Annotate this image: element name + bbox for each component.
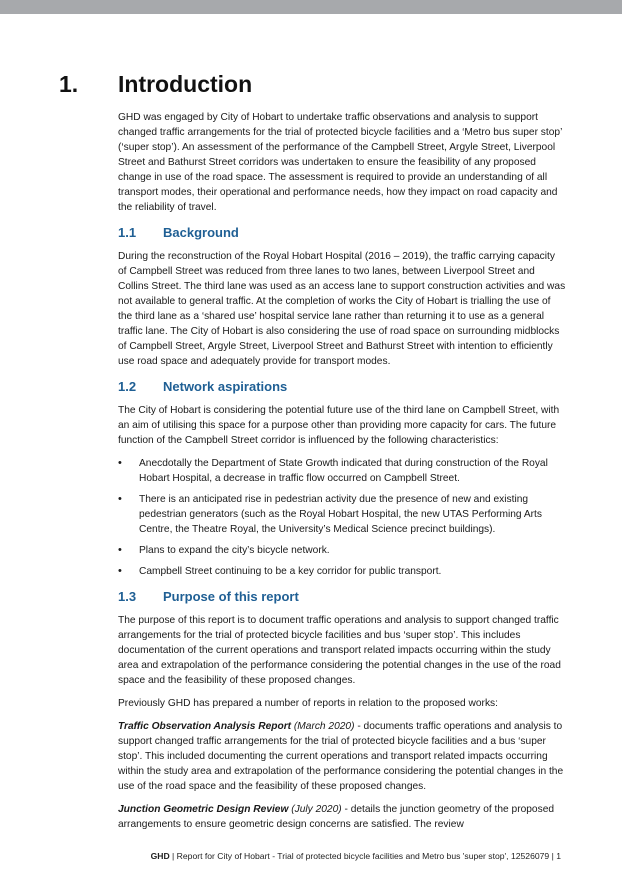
report-date: (March 2020) bbox=[293, 721, 355, 732]
page-footer bbox=[151, 851, 561, 861]
section-heading-background bbox=[118, 225, 566, 241]
previous-reports-intro: Previously GHD has prepared a number of reports in relation to the proposed works: bbox=[118, 698, 498, 709]
list-item: • Anecdotally the Department of State Growth indicated that during construction of the Royal Hobart Hospital, a decrease in traffic flow occurred on Campbell Street. bbox=[118, 456, 566, 486]
chapter-number: 1. bbox=[59, 71, 79, 97]
background-paragraph: During the reconstruction of the Royal Hobart Hospital (2016 – 2019), the traffic carrying capacity of Campbell Street was reduced from three lanes to two lanes, between Liverpool Street and Collins Street. The third lane was used as an access lane to support construction activities and was not available to general traffic. At the completion of works the City of Hobart is trialling the use of the third lane as a ‘shared use’ hospital service lane rather than returning it to use as a general traffic lane. The City of Hobart is also considering the use of road space on surrounding midblocks of Campbell Street, Argyle Street, Liverpool Street and Bathurst Street with intention to efficiently use road space and adequately provide for transport modes. bbox=[118, 251, 566, 367]
list-item: • Campbell Street continuing to be a key corridor for public transport. bbox=[118, 564, 566, 579]
footer-brand: GHD bbox=[150, 851, 170, 861]
report-title: Traffic Observation Analysis Report bbox=[118, 721, 292, 732]
network-paragraph: The City of Hobart is considering the potential future use of the third lane on Campbell Street, with an aim of utilising this space for a purpose other than providing more capacity for cars. The future function of the Campbell Street corridor is influenced by the following characteristics: bbox=[118, 405, 560, 446]
section-number: 1.1 bbox=[118, 225, 137, 240]
section-title: Network aspirations bbox=[163, 379, 288, 394]
chapter-title: Introduction bbox=[118, 71, 253, 97]
section-heading-purpose bbox=[118, 589, 566, 605]
footer-text: | Report for City of Hobart - Trial of protected bicycle facilities and Metro bus 'super stop', 12526079 | 1 bbox=[169, 851, 561, 861]
purpose-paragraph: The purpose of this report is to document traffic operations and analysis to support changed traffic arrangements for the trial of protected bicycle facilities and bus ‘super stop’. This includes documentation of the current operations and transport related impacts occurring within the study area and extrapolation of the performance considering the potential changes in the use of the road space and the feasibility of these proposed changes. bbox=[118, 615, 561, 686]
report-description: - details the junction geometry of the proposed arrangements to ensure geometric design concerns are satisfied. The review bbox=[118, 804, 555, 830]
list-item: • Plans to expand the city’s bicycle network. bbox=[118, 543, 566, 558]
document-body bbox=[118, 110, 566, 840]
section-heading-network-aspirations bbox=[118, 379, 566, 395]
characteristics-list bbox=[118, 456, 566, 579]
section-title: Purpose of this report bbox=[163, 589, 299, 604]
report-entry-junction-review bbox=[118, 802, 566, 832]
intro-paragraph: GHD was engaged by City of Hobart to undertake traffic observations and analysis to support changed traffic arrangements for the trial of protected bicycle facilities and a ‘Metro bus super stop’ (‘super stop’). An assessment of the performance of the Campbell Street, Argyle Street, Liverpool Street and Bathurst Street corridors was undertaken to ensure the feasibility of any proposed change in use of the road space. The assessment is required to provide an understanding of all transport modes, their operational and performance needs, how they impact on road capacity and the reliability of travel. bbox=[118, 112, 562, 213]
top-banner-bar bbox=[0, 0, 622, 14]
report-entry-traffic-observation bbox=[118, 719, 566, 794]
report-title: Junction Geometric Design Review bbox=[118, 804, 289, 815]
report-date: (July 2020) bbox=[291, 804, 342, 815]
list-item: • There is an anticipated rise in pedestrian activity due the presence of new and existing pedestrian generators (such as the Royal Hobart Hospital, the new UTAS Performing Arts Centre, the Theatre Royal, the University’s Medical Science precinct buildings). bbox=[118, 492, 566, 537]
section-number: 1.2 bbox=[118, 379, 137, 394]
section-title: Background bbox=[163, 225, 239, 240]
report-description: - documents traffic operations and analysis to support changed traffic arrangements for the trial of protected bicycle facilities and a bus ‘super stop’. This included documenting the current operations and transport related impacts occurring within the study area and extrapolation of the performance considering the potential changes in the use of the road space and the feasibility of these proposed changes. bbox=[118, 721, 564, 792]
section-number: 1.3 bbox=[118, 589, 137, 604]
